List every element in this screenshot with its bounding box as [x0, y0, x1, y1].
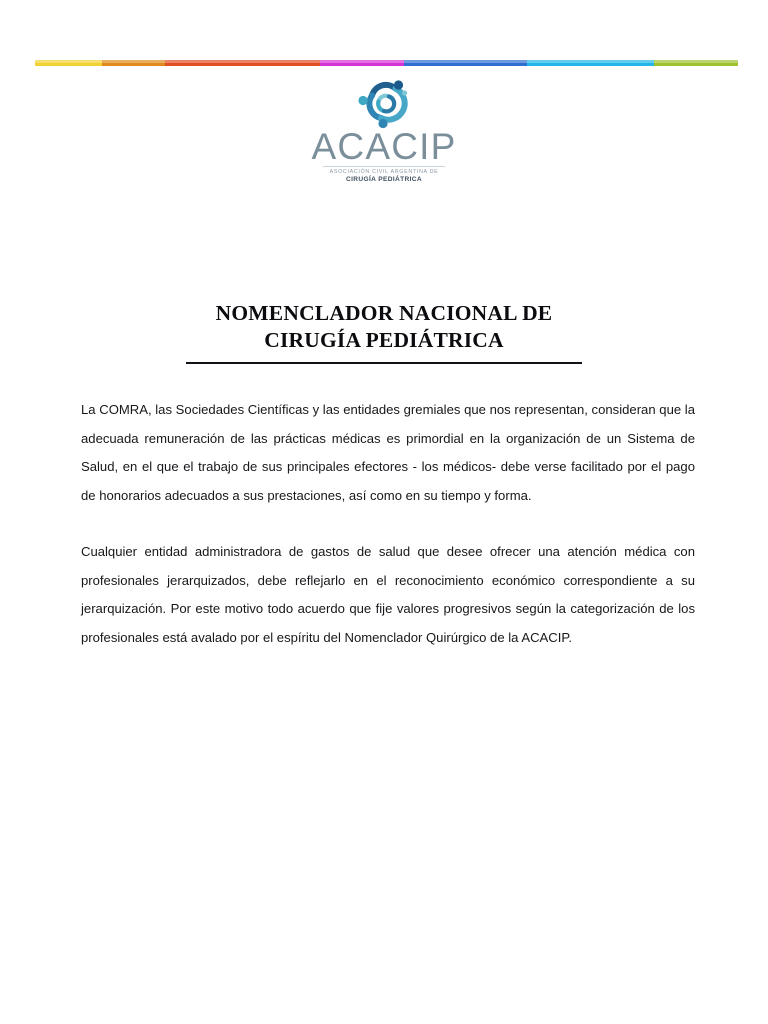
rainbow-rule-segment-cyan — [527, 60, 654, 66]
acacip-logo-mark-icon — [351, 74, 417, 130]
body-paragraph: Cualquier entidad administradora de gastos de salud que desee ofrecer una atención médica con profesionales jerarquizados, debe reflejarlo en el reconocimiento económico correspondiente a su jerarquización. Por este motivo todo acuerdo que fije valores progresivos según la categorización de los profesionales está avalado por el espíritu del Nomenclador Quirúrgico de la ACACIP. — [81, 544, 695, 645]
page-title — [0, 300, 768, 354]
acacip-logo-subtitle-line-2: CIRUGÍA PEDIÁTRICA — [345, 175, 423, 183]
acacip-logo-subtitle-line-1: ASOCIACIÓN CIVIL ARGENTINA DE — [329, 169, 439, 175]
rainbow-rule-segment-yellow — [35, 60, 102, 66]
rainbow-rule-segment-blue — [404, 60, 527, 66]
rainbow-rule-segment-orange — [102, 60, 165, 66]
rainbow-rule-segment-yellow-green — [654, 60, 738, 66]
page-title-line-1: NOMENCLADOR NACIONAL DE — [215, 301, 553, 326]
acacip-wordmark: ACACIP — [311, 126, 457, 167]
acacip-logo — [0, 74, 768, 184]
rainbow-rule-segment-magenta — [320, 60, 404, 66]
title-divider — [186, 362, 582, 364]
body-paragraph: La COMRA, las Sociedades Científicas y las entidades gremiales que nos representan, consideran que la adecuada remuneración de las prácticas médicas es primordial en la organización de un Sistema de Salud, en el que el trabajo de sus principales efectores - los médicos- debe verse facilitado por el pago de honorarios adecuados a sus prestaciones, así como en su tiempo y forma. — [81, 402, 695, 503]
rainbow-rule-segment-red-orange — [165, 60, 320, 66]
decorative-rainbow-rule — [35, 60, 738, 66]
document-body — [81, 396, 695, 652]
page-title-line-2: CIRUGÍA PEDIÁTRICA — [264, 328, 504, 353]
acacip-logo-subtitle — [323, 166, 445, 184]
